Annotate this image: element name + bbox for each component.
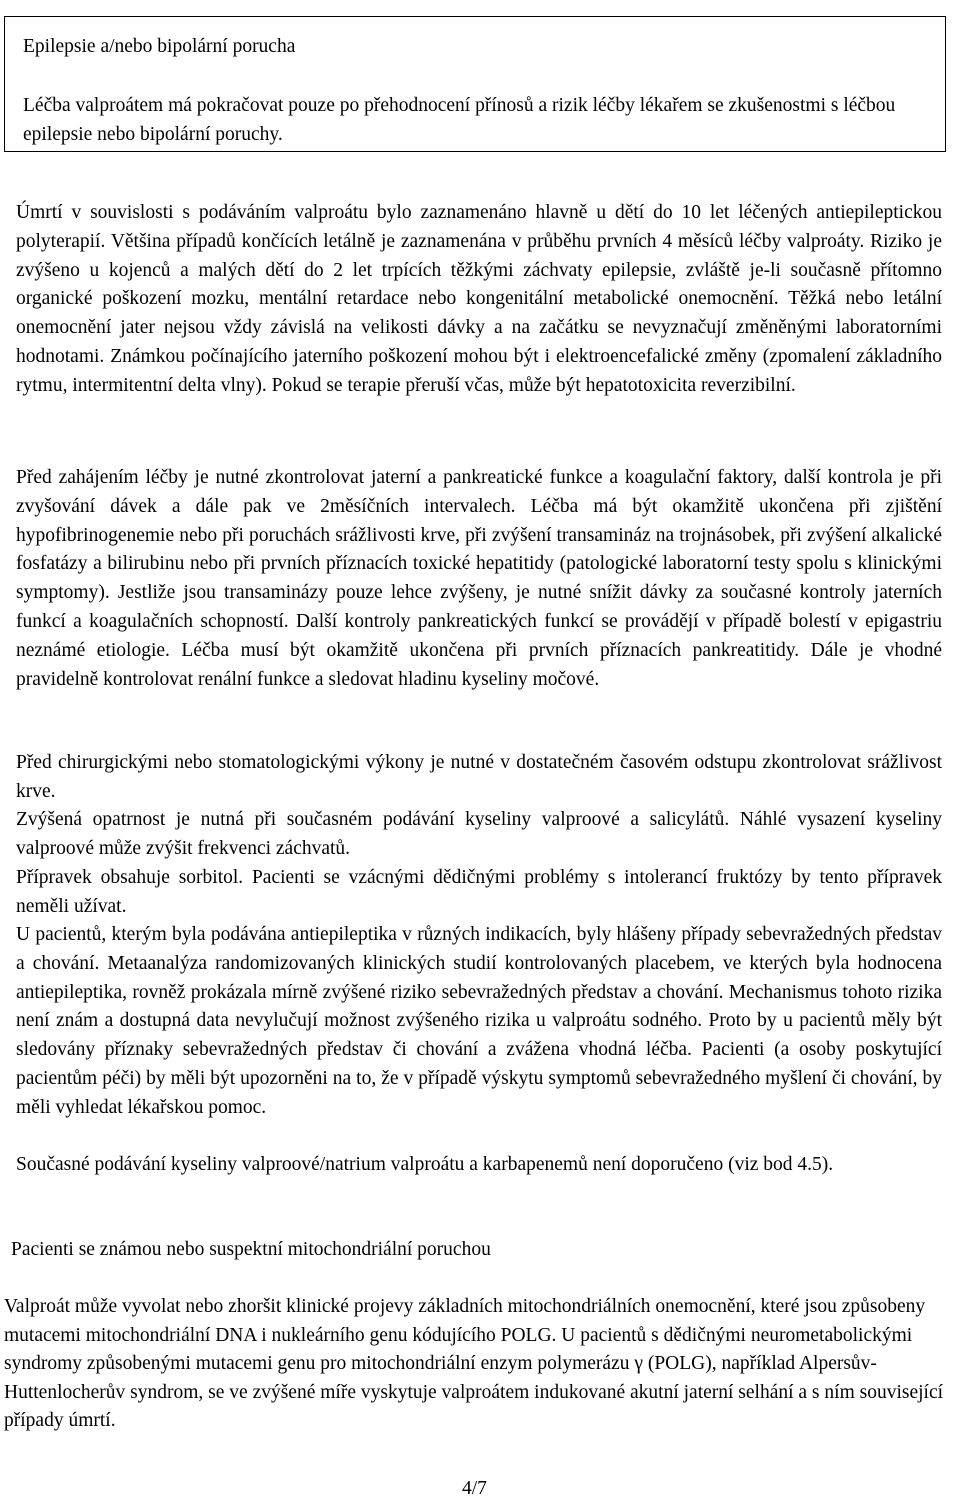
warning-box-title: Epilepsie a/nebo bipolární porucha — [23, 36, 296, 57]
warning-box — [4, 16, 946, 152]
mitochondrial-heading: Pacienti se známou nebo suspektní mitochondriální poruchou — [11, 1239, 491, 1260]
salicylates-paragraph: Zvýšená opatrnost je nutná při současném podávání kyseliny valproové a salicylátů. Náhlé vysazení kyseliny valproové může zvýšit frekvenci záchvatů. — [16, 809, 942, 859]
suicidal-ideation-paragraph: U pacientů, kterým byla podávána antiepileptika v různých indikacích, byly hlášeny případy sebevražedných představ a chování. Metaanalýza randomizovaných klinických studií kontrolovaných placebem, ve kterých byla hodnocena antiepileptika, rovněž prokázala mírně zvýšené riziko sebevražedných představ a chování. Mechanismus tohoto rizika není znám a dostupná data nevylučují možnost zvýšeného rizika u valproátu sodného. Proto by u pacientů měly být sledovány příznaky sebevražedných představ či chování a zvážena vhodná léčba. Pacienti (a osoby poskytující pacientům péči) by měli být upozorněni na to, že v případě výskytu symptomů sebevražedného myšlení či chování, by měli vyhledat lékařskou pomoc. — [16, 924, 942, 1118]
sorbitol-paragraph: Přípravek obsahuje sorbitol. Pacienti se vzácnými dědičnými problémy s intolerancí fruktózy by tento přípravek neměli užívat. — [16, 867, 942, 917]
page-number: 4/7 — [462, 1478, 487, 1499]
liver-monitoring-paragraph: Před zahájením léčby je nutné zkontrolovat jaterní a pankreatické funkce a koagulační faktory, další kontrola je při zvyšování dávek a dále pak ve 2měsíčních intervalech. Léčba má být okamžitě ukončena při zjištění hypofibrinogenemie nebo při poruchách srážlivosti krve, při zvýšení transamináz na trojnásobek, při zvýšení alkalické fosfatázy a bilirubinu nebo při prvních příznacích toxické hepatitidy (patologické laboratorní testy spolu s klinickými symptomy). Jestliže jsou transaminázy pouze lehce zvýšeny, je nutné snížit dávky za současné kontroly jaterních funkcí a koagulačních schopností. Další kontroly pankreatických funkcí se provádějí v případě bolestí v epigastriu neznámé etiologie. Léčba musí být okamžitě ukončena při prvních příznacích pankreatitidy. Dále je vhodné pravidelně kontrolovat renální funkce a sledovat hladinu kyseliny močové. — [16, 467, 942, 690]
carbapenems-paragraph: Současné podávání kyseliny valproové/natrium valproátu a karbapenemů není doporučeno (viz bod 4.5). — [16, 1154, 834, 1175]
mitochondrial-paragraph: Valproát může vyvolat nebo zhoršit klinické projevy základních mitochondriálních onemocnění, které jsou způsobeny mutacemi mitochondriální DNA i nukleárního genu kódujícího POLG. U pacientů s dědičnými neurometabolickými syndromy způsobenými mutacemi genu pro mitochondriální enzym polymerázu γ (POLG), například Alpersův-Huttenlocherův syndrom, se ve zvýšené míře vyskytuje valproátem indukované akutní jaterní selhání a s ním související případy úmrtí. — [4, 1296, 944, 1432]
warning-box-text: Léčba valproátem má pokračovat pouze po přehodnocení přínosů a rizik léčby lékařem se zkušenostmi s léčbou epilepsie nebo bipolární poruchy. — [23, 95, 896, 145]
hepatotoxicity-paragraph: Úmrtí v souvislosti s podáváním valproátu bylo zaznamenáno hlavně u dětí do 10 let léčených antiepileptickou polyterapií. Většina případů končících letálně je zaznamenána v průběhu prvních 4 měsíců léčby valproáty. Riziko je zvýšeno u kojenců a malých dětí do 2 let trpících těžkými záchvaty epilepsie, zvláště je-li současně přítomno organické poškození mozku, mentální retardace nebo kongenitální metabolické onemocnění. Těžká nebo letální onemocnění jater nejsou vždy závislá na velikosti dávky a na začátku se nevyznačují změněnými laboratorními hodnotami. Známkou počínajícího jaterního poškození mohou být i elektroencefalické změny (zpomalení základního rytmu, intermitentní delta vlny). Pokud se terapie přeruší včas, může být hepatotoxicita reverzibilní. — [16, 202, 942, 396]
surgery-paragraph: Před chirurgickými nebo stomatologickými výkony je nutné v dostatečném časovém odstupu zkontrolovat srážlivost krve. — [16, 752, 942, 802]
